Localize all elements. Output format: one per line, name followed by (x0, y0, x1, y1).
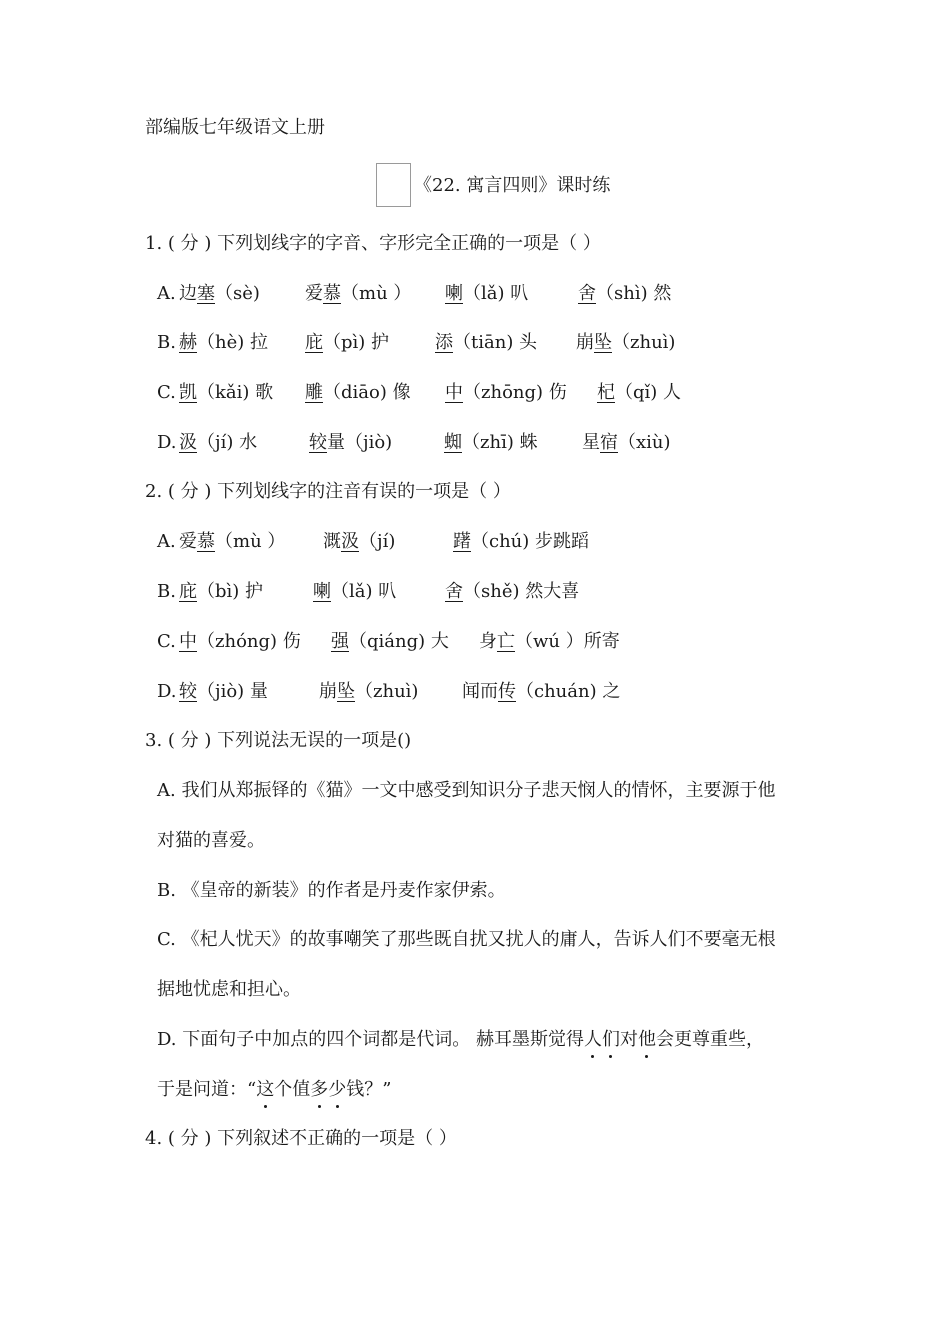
underlined-char: 添 (435, 332, 453, 353)
option-label: B. (157, 581, 176, 602)
option-text: （zhōng) 伤 (463, 382, 567, 403)
option-text: 闻而 (462, 681, 498, 702)
q3-option-c-line1[interactable]: C. 《杞人忧天》的故事嘲笑了那些既自扰又扰人的庸人，告诉人们不要毫无根 (157, 929, 776, 950)
d-text: 于是问道：“ (157, 1079, 257, 1100)
underlined-char: 宿 (600, 432, 618, 453)
dotted-word: 们 (601, 1029, 620, 1050)
option-item (582, 431, 671, 455)
option-text: （mù ） (215, 531, 286, 552)
option-item (453, 530, 589, 554)
d-text: 个值 (274, 1079, 311, 1100)
dotted-word: 他 (637, 1029, 656, 1050)
underlined-char: 舍 (445, 581, 463, 602)
option-text: 身 (479, 631, 497, 652)
d-text: 钱？” (346, 1079, 392, 1100)
underlined-char: 雕 (305, 382, 323, 403)
underlined-char: 凯 (179, 382, 197, 403)
option-item (179, 530, 285, 554)
dotted-word: 人 (583, 1029, 602, 1050)
d-text: D. 下面句子中加点的四个词都是代词。 赫耳墨斯觉得 (157, 1029, 584, 1050)
option-item (462, 680, 620, 704)
option-text: 边 (179, 283, 197, 304)
blank-box (376, 163, 411, 207)
option-text: 溉 (323, 531, 341, 552)
option-text: （tiān) 头 (453, 332, 538, 353)
underlined-char: 舍 (578, 283, 596, 304)
option-item (179, 431, 257, 455)
option-text: （xiù) (618, 432, 671, 453)
option-text: （lǎ) 叭 (331, 581, 397, 602)
option-item (179, 580, 263, 604)
option-text: （qiáng) 大 (349, 631, 449, 652)
underlined-char: 汲 (341, 531, 359, 552)
underlined-char: 庇 (179, 581, 197, 602)
option-text: 量（jiò) (327, 432, 393, 453)
option-item (445, 282, 528, 306)
option-label: D. (157, 432, 177, 453)
option-text: （jí) (359, 531, 396, 552)
underlined-char: 慕 (197, 531, 215, 552)
dotted-word: 少 (328, 1079, 347, 1100)
option-item (445, 381, 567, 405)
option-text: （qǐ) 人 (615, 382, 682, 403)
option-text: （kǎi) 歌 (197, 382, 274, 403)
option-text: （jiò) 量 (197, 681, 268, 702)
d-text: 会更尊重些， (655, 1029, 764, 1050)
option-text: （zhóng) 伤 (197, 631, 301, 652)
dotted-word: 多 (310, 1079, 329, 1100)
underlined-char: 躇 (453, 531, 471, 552)
option-label: A. (157, 531, 176, 552)
option-text: （sè) (215, 283, 260, 304)
underlined-char: 赫 (179, 332, 197, 353)
q3-option-b[interactable]: B. 《皇帝的新装》的作者是丹麦作家伊索。 (157, 880, 506, 901)
q3-option-c-line2: 据地忧虑和担心。 (157, 979, 301, 1000)
option-text: （zhuì) (355, 681, 419, 702)
option-text: （jí) 水 (197, 432, 258, 453)
option-text: （mù ） (341, 283, 412, 304)
option-item (576, 331, 675, 355)
option-text: （zhī) 蛛 (462, 432, 538, 453)
option-text: （chuán) 之 (516, 681, 621, 702)
question-2-stem: 2. ( 分 ) 下列划线字的注音有误的一项是（ ） (145, 481, 511, 502)
option-item (305, 282, 411, 306)
option-text: （zhuì) (612, 332, 676, 353)
option-label: B. (157, 332, 176, 353)
option-item (435, 331, 537, 355)
document-subtitle: 《22. 寓言四则》课时练 (414, 175, 611, 196)
underlined-char: 蜘 (444, 432, 462, 453)
option-label: D. (157, 681, 177, 702)
underlined-char: 喇 (445, 283, 463, 304)
option-item (323, 530, 395, 554)
option-item (319, 680, 418, 704)
option-item (305, 331, 389, 355)
q3-option-d-line2 (157, 1078, 391, 1102)
option-item (578, 282, 671, 306)
d-text: 对 (619, 1029, 638, 1050)
option-label: A. (157, 283, 176, 304)
underlined-char: 传 (498, 681, 516, 702)
underlined-char: 中 (179, 631, 197, 652)
question-4-stem: 4. ( 分 ) 下列叙述不正确的一项是（ ） (145, 1128, 457, 1149)
option-item (331, 630, 449, 654)
option-text: （hè) 拉 (197, 332, 268, 353)
option-text: （shì) 然 (596, 283, 672, 304)
underlined-char: 杞 (597, 382, 615, 403)
underlined-char: 较 (179, 681, 197, 702)
option-text: （chú) 步跳蹈 (471, 531, 590, 552)
q3-option-a-line2: 对猫的喜爱。 (157, 830, 265, 851)
option-text: （pì) 护 (323, 332, 390, 353)
underlined-char: 喇 (313, 581, 331, 602)
option-text: （diāo) 像 (323, 382, 411, 403)
option-label: C. (157, 631, 176, 652)
option-text: （shě) 然大喜 (463, 581, 580, 602)
question-3-stem: 3. ( 分 ) 下列说法无误的一项是() (145, 730, 412, 751)
option-text: 星 (582, 432, 600, 453)
underlined-char: 中 (445, 382, 463, 403)
underlined-char: 庇 (305, 332, 323, 353)
dotted-word: 这 (256, 1079, 275, 1100)
option-item (179, 630, 301, 654)
underlined-char: 较 (309, 432, 327, 453)
option-item (597, 381, 681, 405)
underlined-char: 慕 (323, 283, 341, 304)
option-text: 崩 (319, 681, 337, 702)
option-text: （lǎ) 叭 (463, 283, 529, 304)
underlined-char: 汲 (179, 432, 197, 453)
option-item (179, 331, 268, 355)
option-label: C. (157, 382, 176, 403)
q3-option-a-line1[interactable]: A. 我们从郑振铎的《猫》一文中感受到知识分子悲天悯人的情怀，主要源于他 (157, 780, 776, 801)
option-text: （bì) 护 (197, 581, 264, 602)
underlined-char: 强 (331, 631, 349, 652)
underlined-char: 坠 (337, 681, 355, 702)
question-1-stem: 1. ( 分 ) 下列划线字的字音、字形完全正确的一项是（ ） (145, 233, 601, 254)
document-header: 部编版七年级语文上册 (145, 117, 325, 138)
option-item (309, 431, 392, 455)
option-item (313, 580, 396, 604)
option-item (444, 431, 538, 455)
option-item (179, 680, 268, 704)
option-text: 崩 (576, 332, 594, 353)
underlined-char: 坠 (594, 332, 612, 353)
option-item (445, 580, 579, 604)
option-item (179, 282, 260, 306)
option-item (179, 381, 273, 405)
option-text: 爱 (305, 283, 323, 304)
underlined-char: 塞 (197, 283, 215, 304)
underlined-char: 亡 (497, 631, 515, 652)
q3-option-d-line1[interactable] (157, 1028, 764, 1052)
option-item (479, 630, 620, 654)
option-item (305, 381, 411, 405)
option-text: 爱 (179, 531, 197, 552)
option-text: （wú ）所寄 (515, 631, 620, 652)
